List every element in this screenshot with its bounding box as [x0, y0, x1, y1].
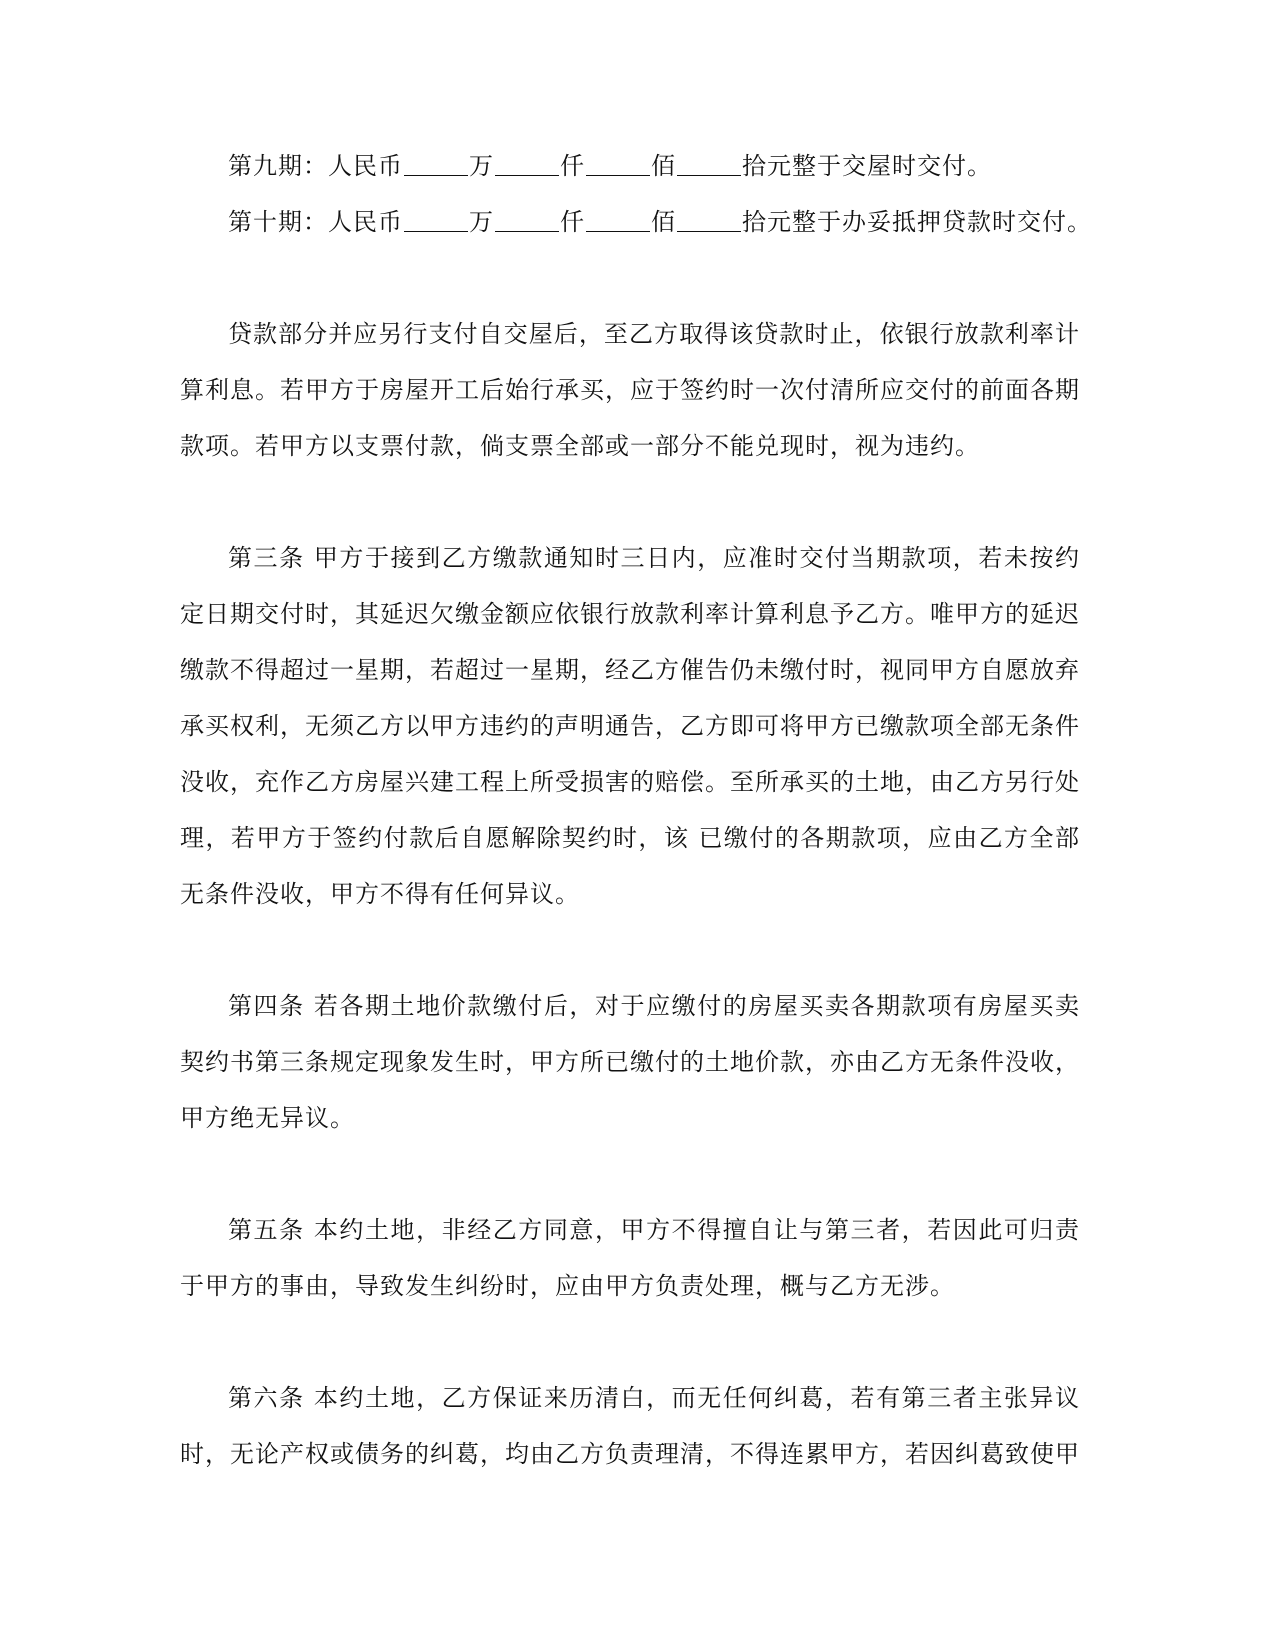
unit-qian: 仟 — [560, 208, 585, 236]
installment-ninth — [180, 138, 1080, 194]
unit-wan: 万 — [469, 152, 494, 180]
paragraph-article-5: 第五条 本约土地，非经乙方同意，甲方不得擅自让与第三者，若因此可归责于甲方的事由，导致发生纠纷时，应由甲方负责处理，概与乙方无涉。 — [180, 1216, 1080, 1300]
document-page — [180, 138, 1092, 1482]
unit-bai: 佰 — [651, 208, 676, 236]
spacer — [180, 1314, 1080, 1370]
spacer — [180, 250, 1080, 306]
amount-blank — [404, 153, 468, 176]
unit-qian: 仟 — [560, 152, 585, 180]
amount-blank — [586, 153, 650, 176]
paragraph-article-3: 第三条 甲方于接到乙方缴款通知时三日内，应准时交付当期款项，若未按约定日期交付时，其延迟欠缴金额应依银行放款利率计算利息予乙方。唯甲方的延迟缴款不得超过一星期，若超过一星期，经乙方催告仍未缴付时，视同甲方自愿放弃承买权利，无须乙方以甲方违约的声明通告，乙方即可将甲方已缴款项全部无条件没收，充作乙方房屋兴建工程上所受损害的赔偿。至所承买的土地，由乙方另行处理，若甲方于签约付款后自愿解除契约时，该 已缴付的各期款项，应由乙方全部无条件没收，甲方不得有任何异议。 — [180, 544, 1080, 908]
spacer — [180, 474, 1080, 530]
spacer — [180, 922, 1080, 978]
installment-tenth — [180, 194, 1092, 250]
amount-blank — [404, 209, 468, 232]
amount-blank — [677, 153, 741, 176]
installment-label: 第十期：人民币 — [228, 208, 403, 236]
amount-blank — [495, 153, 559, 176]
unit-shi-terms: 拾元整于交屋时交付。 — [742, 152, 992, 180]
unit-bai: 佰 — [651, 152, 676, 180]
paragraph-article-4: 第四条 若各期土地价款缴付后，对于应缴付的房屋买卖各期款项有房屋买卖契约书第三条规定现象发生时，甲方所已缴付的土地价款，亦由乙方无条件没收，甲方绝无异议。 — [180, 992, 1080, 1132]
amount-blank — [495, 209, 559, 232]
paragraph-loan-terms: 贷款部分并应另行支付自交屋后，至乙方取得该贷款时止，依银行放款利率计算利息。若甲方于房屋开工后始行承买，应于签约时一次付清所应交付的前面各期款项。若甲方以支票付款，倘支票全部或一部分不能兑现时，视为违约。 — [180, 320, 1080, 460]
unit-wan: 万 — [469, 208, 494, 236]
amount-blank — [586, 209, 650, 232]
unit-shi-terms: 拾元整于办妥抵押贷款时交付。 — [742, 208, 1092, 236]
spacer — [180, 1146, 1080, 1202]
amount-blank — [677, 209, 741, 232]
installment-label: 第九期：人民币 — [228, 152, 403, 180]
paragraph-article-6: 第六条 本约土地，乙方保证来历清白，而无任何纠葛，若有第三者主张异议时，无论产权或债务的纠葛，均由乙方负责理清，不得连累甲方，若因纠葛致使甲 — [180, 1384, 1080, 1468]
